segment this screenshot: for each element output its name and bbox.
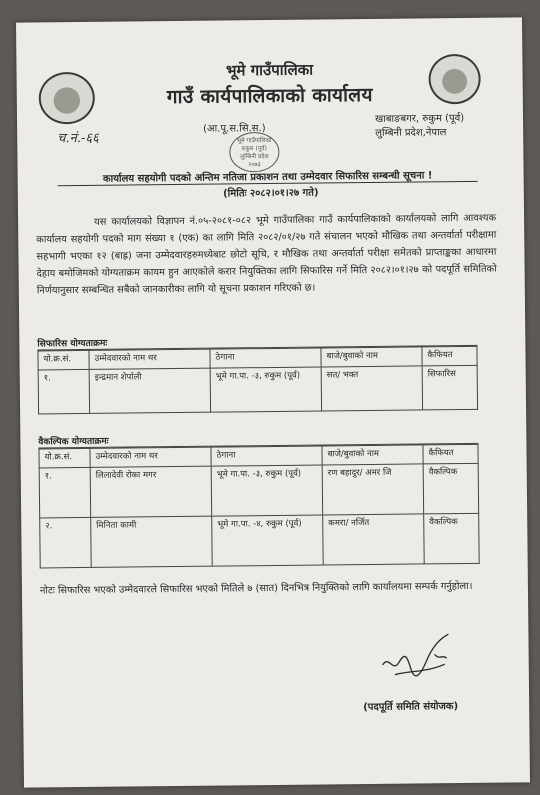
notice-date: (मितिः २०८२।०१।२७ गते) — [223, 187, 319, 200]
alternate-table — [38, 444, 479, 569]
cell-name: इन्द्रमान शेर्पाली — [89, 368, 210, 413]
reference-number: च.नं.-६६ — [57, 130, 99, 147]
alternate-label: वैकल्पिक योग्यताक्रमः — [38, 430, 478, 449]
col-name: उम्मेदवारको नाम थर — [90, 447, 211, 467]
recommended-label: सिफारिस योग्यताक्रमः — [37, 332, 477, 351]
col-serial: यो.क्र.सं. — [39, 448, 90, 468]
address-line-1: खाबाङबगर, रुकुम (पूर्व) — [374, 112, 465, 125]
cell-parents: रण बहादुर/ अमर जि — [322, 464, 424, 515]
table-row — [39, 463, 478, 518]
cell-address: भूमे गा.पा. -३, रुकुम (पूर्व) — [210, 367, 321, 412]
office-name: गाउँ कार्यपालिकाको कार्यालय — [166, 83, 373, 109]
cell-parents: सत/ भक्त — [321, 366, 422, 411]
office-seal: भूमे गाउँपालिका रुकुम (पूर्व) लुम्बिनी प्रदेश २०७३ — [229, 132, 279, 173]
note-text: नोटः सिफारिस भएको उम्मेदवारले सिफारिस भएको मितिले ७ (सात) दिनभित्र नियुक्तिको लागि कार्यालयमा सम्पर्क गर्नुहोला। — [39, 580, 473, 597]
cell-serial: १. — [38, 369, 89, 414]
col-address: ठेगाना — [211, 446, 322, 466]
col-remarks: कैफियत — [422, 346, 477, 366]
committee-stamp: (आ.पू.स.सि.स.) — [203, 123, 266, 135]
col-parents: बाजे/बुवाको नाम — [322, 445, 423, 465]
cell-serial: २. — [40, 517, 92, 568]
notice-paper — [16, 17, 530, 787]
col-remarks: कैफियत — [423, 444, 478, 464]
cell-address: भूमे गा.पा. -४, रुकुम (पूर्व) — [212, 515, 324, 566]
col-parents: बाजे/बुवाको नाम — [321, 347, 422, 367]
cell-remarks: वैकल्पिक — [424, 513, 480, 564]
col-serial: यो.क्र.सं. — [38, 350, 89, 370]
table-row — [38, 365, 477, 414]
alternate-section — [38, 430, 479, 569]
cell-serial: १. — [39, 467, 91, 518]
col-address: ठेगाना — [210, 348, 321, 368]
cell-name: लिलादेवी रोका मगर — [90, 466, 212, 517]
notice-title: कार्यालय सहयोगी पदको अन्तिम नतिजा प्रकाशन तथा उम्मेदवार सिफारिस सम्बन्धी सूचना ! — [58, 167, 478, 186]
municipality-name: भूमे गाउँपालिका — [225, 60, 314, 80]
cell-address: भूमे गा.पा. -३, रुकुम (पूर्व) — [211, 465, 323, 516]
cell-parents: कमरा/ नर्जित — [323, 514, 425, 565]
col-name: उम्मेदवारको नाम थर — [89, 349, 210, 369]
cell-remarks: सिफारिस — [422, 365, 477, 410]
table-row — [40, 513, 479, 568]
notice-body: यस कार्यालयको विज्ञापन नं.०५-२०८१-०८२ भूमे गाउँपालिका गाउँ कार्यपालिकाको कार्यालयको लागि आवश्यक कार्यालय सहयोगी पदको माग संख्या १ (एक) का लागि मिति २०८२/०१/२७ गते संचालन भएको मौखिक तथा अन्तर्वार्ता परीक्षामा सहभागी भएका १२ (बाह्र) जना उम्मेदवारहरुमध्येबाट छोटो सूचि, र मौखिक तथा अन्तर्वार्ता परीक्षा समेतको प्राप्ताङ्कका आधारमा देहाय बमोजिमको योग्यताक्रम कायम हुन आएकोले करार नियुक्तिका लागि सिफारिस गर्ने मिति २०८२।०१।२७ को पदपूर्ति समितिको निर्णयानुसार सम्बन्धित सबैको जानकारीका लागि यो सूचना प्रकाशन गरिएको छ। — [36, 212, 497, 297]
recommended-section — [37, 332, 478, 415]
cell-remarks: वैकल्पिक — [423, 463, 479, 514]
signature — [374, 624, 475, 691]
signatory-title: (पदपूर्ति समिति संयोजक) — [363, 701, 459, 714]
address-line-2: लुम्बिनी प्रदेश,नेपाल — [375, 127, 447, 139]
recommended-table — [37, 346, 478, 415]
cell-name: मिनिता कामी — [91, 516, 213, 567]
